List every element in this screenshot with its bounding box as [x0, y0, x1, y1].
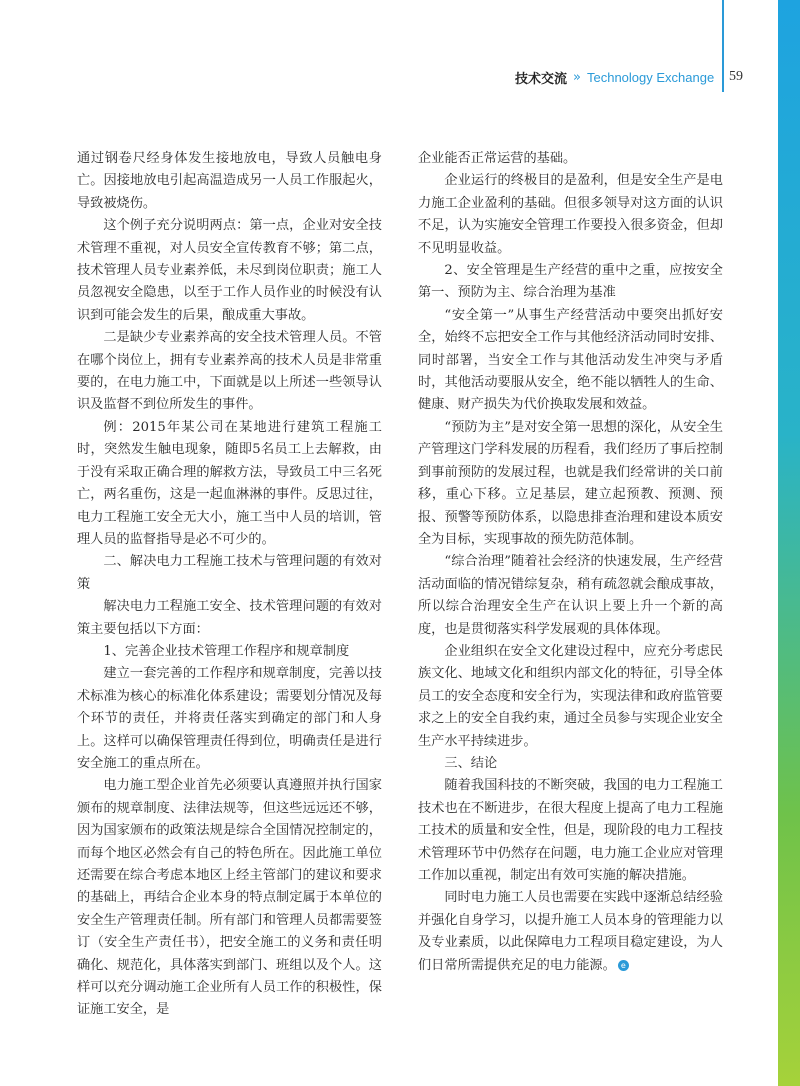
right-column: [418, 148, 723, 977]
paragraph: 企业组织在安全文化建设过程中，应充分考虑民族文化、地域文化和组织内部文化的特征，引导全体员工的安全态度和安全行为，实现法律和政府监管要求之上的安全自我约束，通过全员参与实现企业安全生产水平持续进步。: [418, 643, 723, 749]
subsection-heading: 1、完善企业技术管理工作程序和规章制度: [103, 643, 350, 659]
running-header: [515, 66, 743, 88]
paragraph: 企业能否正常运营的基础。: [418, 151, 577, 166]
side-color-bar: [778, 0, 800, 1086]
paragraph: 电力施工型企业首先必须要认真遵照并执行国家颁布的规章制度、法律法规等，但这些远远还不够，因为国家颁布的政策法规是综合全国情况控制定的，而每个地区必然会有自己的特色所在。因此施工单位还需要在综合考虑本地区上经主管部门的建议和要求的基础上，再结合企业本身的特点制定属于本单位的安全生产管理责任制。所有部门和管理人员都需要签订（安全生产责任书），把安全施工的义务和责任明确化、规范化，具体落实到部门、班组以及个人。这样可以充分调动施工企业所有人员工作的积极性，保证施工安全，是: [77, 778, 382, 1018]
paragraph: “预防为主”是对安全第一思想的深化，从安全生产管理这门学科发展的历程看，我们经历了事后控制到事前预防的发展过程，也就是我们经常讲的关口前移，重心下移。立足基层，建立起预教、预测、预报、预警等预防体系，以隐患排查治理和建设本质安全为目标，实现事故的预先防范体制。: [418, 419, 723, 547]
paragraph: 例：2015年某公司在某地进行建筑工程施工时，突然发生触电现象，随即5名员工上去解救，由于没有采取正确合理的解救方法，导致员工中三名死亡，两名重伤，这是一起血淋淋的事件。反思过往，电力工程施工安全无大小，施工当中人员的培训，管理人员的监督指导是必不可少的。: [77, 419, 382, 547]
paragraph: 随着我国科技的不断突破，我国的电力工程施工技术也在不断进步，在很大程度上提高了电力工程施工技术的质量和安全性，但是，现阶段的电力工程技术管理环节中仍然存在问题，电力施工企业应对管理工作加以重视，制定出有效可实施的解决措施。: [418, 778, 723, 883]
header-divider: [722, 0, 724, 92]
chevron-icon: »: [573, 69, 581, 85]
paragraph: 建立一套完善的工作程序和规章制度，完善以技术标准为核心的标准化体系建设；需要划分情况及每个环节的责任，并将责任落实到确定的部门和人身上。这样可以确保管理责任得到位，明确责任是进行安全施工的重点所在。: [77, 666, 382, 771]
paragraph: 通过钢卷尺经身体发生接地放电，导致人员触电身亡。因接地放电引起高温造成另一人员工作服起火，导致被烧伤。: [77, 151, 382, 211]
end-of-article-icon: e: [618, 960, 629, 971]
section-heading: 二、解决电力工程施工技术与管理问题的有效对策: [77, 554, 382, 592]
paragraph: 二是缺少专业素养高的安全技术管理人员。不管在哪个岗位上，拥有专业素养高的技术人员是非常重要的，在电力施工中，下面就是以上所述一些领导认识及监督不到位所发生的事件。: [77, 330, 382, 413]
final-text: 同时电力施工人员也需要在实践中逐渐总结经验并强化自身学习，以提升施工人员本身的管理能力以及专业素质，以此保障电力工程项目稳定建设，为人们日常所需提供充足的电力能源。: [418, 890, 723, 973]
subsection-heading: 2、安全管理是生产经营的重中之重，应按安全第一、预防为主、综合治理为基准: [418, 263, 723, 301]
section-heading: 三、结论: [444, 755, 498, 771]
paragraph: “安全第一”从事生产经营活动中要突出抓好安全，始终不忘把安全工作与其他经济活动同时安排、同时部署，当安全工作与其他活动发生冲突与矛盾时，其他活动要服从安全，绝不能以牺牲人的生命、健康、财产损失为代价换取发展和效益。: [418, 307, 723, 413]
section-title: 技术交流: [515, 71, 568, 87]
paragraph-final: [418, 887, 723, 977]
paragraph: “综合治理”随着社会经济的快速发展，生产经营活动面临的情况错综复杂，稍有疏忽就会酿成事故，所以综合治理安全生产在认识上要上升一个新的高度，也是贯彻落实科学发展观的具体体现。: [418, 554, 723, 637]
paragraph: 企业运行的终极目的是盈利，但是安全生产是电力施工企业盈利的基础。但很多领导对这方面的认识不足，认为实施安全管理工作要投入很多资金，但却不见明显收益。: [418, 173, 723, 256]
paragraph: 解决电力工程施工安全、技术管理问题的有效对策主要包括以下方面：: [77, 599, 382, 637]
left-column: [77, 148, 382, 1022]
section-title-english: Technology Exchange: [586, 69, 715, 85]
paragraph: 这个例子充分说明两点：第一点，企业对安全技术管理不重视，对人员安全宣传教育不够；第二点，技术管理人员专业素养低，未尽到岗位职责；施工人员忽视安全隐患，以至于工作人员作业的时候没有认识到可能会发生的后果，酿成重大事故。: [77, 218, 382, 323]
page-number: 59: [729, 69, 743, 84]
